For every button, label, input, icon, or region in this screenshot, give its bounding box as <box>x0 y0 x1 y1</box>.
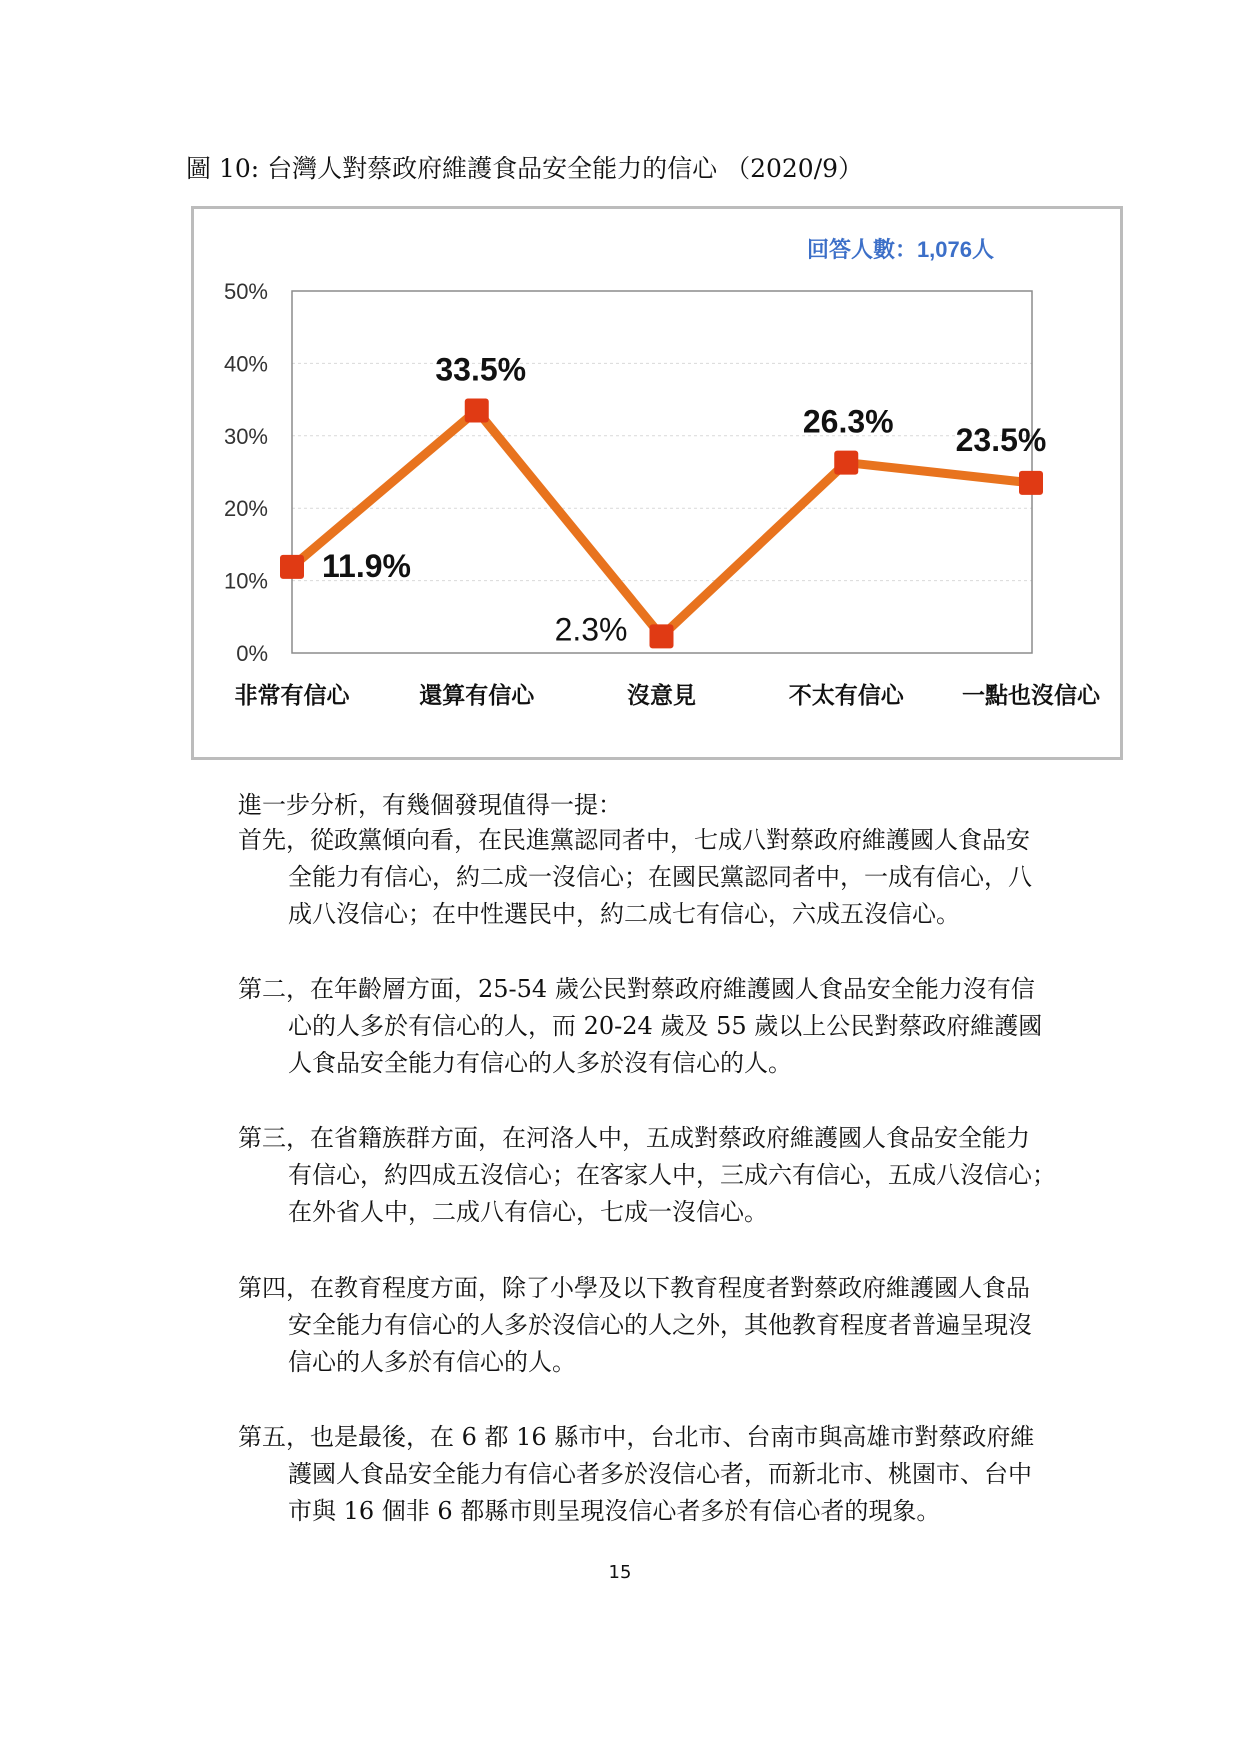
data-point-marker <box>650 624 674 648</box>
paragraph-line: 有信心，約四成五沒信心；在客家人中，三成六有信心，五成八沒信心； <box>288 1161 1056 1189</box>
paragraph-line: 安全能力有信心的人多於沒信心的人之外，其他教育程度者普遍呈現沒 <box>288 1311 1032 1339</box>
paragraph <box>238 1270 1048 1381</box>
paragraph <box>238 1419 1048 1530</box>
paragraph-line: 信心的人多於有信心的人。 <box>288 1348 576 1376</box>
paragraph <box>238 1120 1056 1231</box>
y-tick-label: 50% <box>223 279 268 304</box>
paragraph-line: 進一步分析，有幾個發現值得一提： <box>238 791 622 819</box>
paragraph-line: 第四，在教育程度方面，除了小學及以下教育程度者對蔡政府維護國人食品 <box>238 1274 1030 1302</box>
data-label: 23.5% <box>955 421 1047 458</box>
paragraph-line: 市與 16 個非 6 都縣市則呈現沒信心者多於有信心者的現象。 <box>288 1497 941 1525</box>
y-tick-label: 30% <box>223 423 268 449</box>
paragraph-line: 成八沒信心；在中性選民中，約二成七有信心，六成五沒信心。 <box>288 900 960 928</box>
page-number: 15 <box>608 1562 632 1583</box>
y-tick-label: 40% <box>223 351 268 377</box>
paragraph <box>238 971 1048 1082</box>
data-point-marker <box>834 451 858 475</box>
data-label: 2.3% <box>554 611 628 648</box>
data-point-marker <box>465 398 489 422</box>
sample-size-note: 回答人數：1,076人 <box>806 237 994 262</box>
data-point-marker <box>280 555 304 579</box>
paragraph-line: 心的人多於有信心的人，而 20-24 歲及 55 歲以上公民對蔡政府維護國 <box>288 1012 1043 1040</box>
series-line <box>292 410 1031 636</box>
chart-svg <box>194 209 1120 757</box>
paragraph <box>238 822 1048 933</box>
x-category-label: 不太有信心 <box>788 683 904 709</box>
paragraph-line: 第二，在年齡層方面，25-54 歲公民對蔡政府維護國人食品安全能力沒有信 <box>238 975 1035 1003</box>
data-label: 11.9% <box>322 547 411 584</box>
x-category-label: 一點也沒信心 <box>962 683 1100 709</box>
paragraph-line: 第五，也是最後，在 6 都 16 縣市中，台北市、台南市與高雄市對蔡政府維 <box>238 1423 1035 1451</box>
data-point-marker <box>1019 471 1043 495</box>
y-tick-label: 20% <box>223 496 268 522</box>
y-tick-label: 0% <box>236 641 268 666</box>
paragraph-line: 首先，從政黨傾向看，在民進黨認同者中，七成八對蔡政府維護國人食品安 <box>238 826 1030 854</box>
paragraph-line: 護國人食品安全能力有信心者多於沒信心者，而新北市、桃園市、台中 <box>288 1460 1032 1488</box>
line-chart <box>191 206 1123 760</box>
x-category-label: 沒意見 <box>627 683 696 709</box>
paragraph <box>238 787 1048 824</box>
figure-title: 圖 10: 台灣人對蔡政府維護食品安全能力的信心 （2020/9） <box>186 154 864 183</box>
paragraph-line: 第三，在省籍族群方面，在河洛人中，五成對蔡政府維護國人食品安全能力 <box>238 1124 1030 1152</box>
data-label: 26.3% <box>802 403 894 440</box>
data-label: 33.5% <box>435 351 527 388</box>
paragraph-line: 在外省人中，二成八有信心，七成一沒信心。 <box>288 1198 768 1226</box>
paragraph-line: 人食品安全能力有信心的人多於沒有信心的人。 <box>288 1049 792 1077</box>
y-tick-label: 10% <box>223 568 268 594</box>
paragraph-line: 全能力有信心，約二成一沒信心；在國民黨認同者中，一成有信心，八 <box>288 863 1032 891</box>
x-category-label: 還算有信心 <box>419 683 535 709</box>
x-category-label: 非常有信心 <box>234 683 350 709</box>
